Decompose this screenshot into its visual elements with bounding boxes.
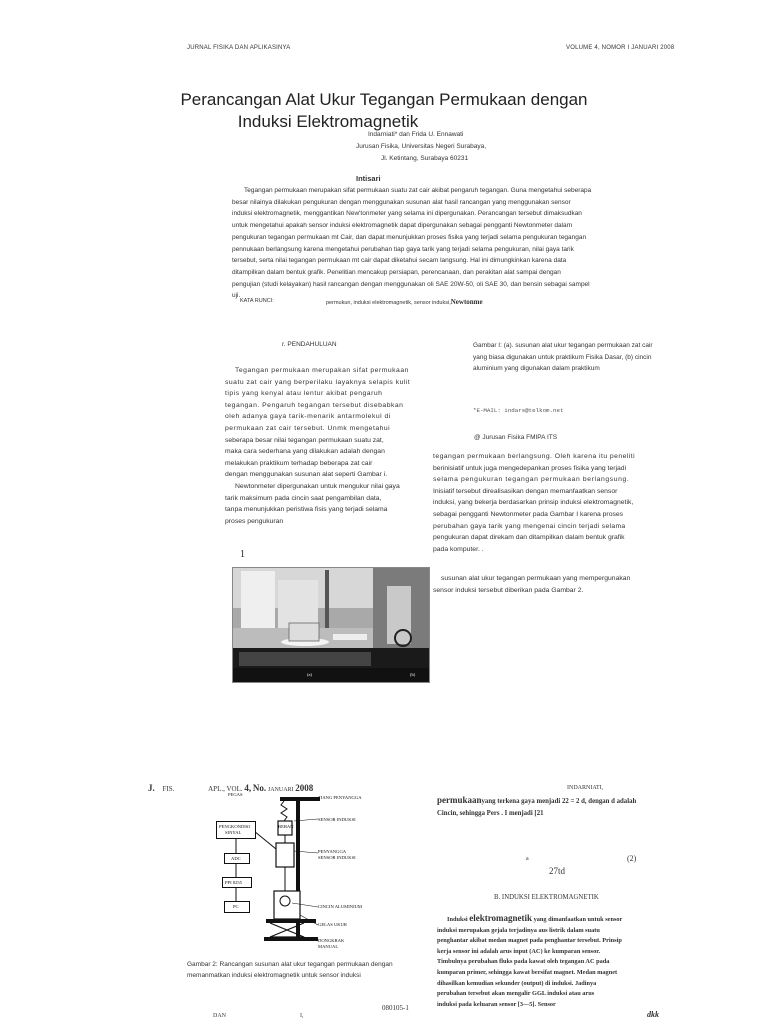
- label-penyangga1: PENYANGGA: [318, 849, 347, 854]
- journal-no: No.: [252, 783, 267, 793]
- text-line: dihasilkan kemudian sekunder (output) di induksi. Jadinya: [437, 979, 597, 987]
- text-line: tegangan. Pengaruh tegangan tersebut disebabkan: [225, 401, 404, 409]
- label-sensor: SENSOR INDUKSI: [318, 817, 356, 822]
- journal-date: JANUARI: [267, 787, 294, 793]
- right-para1: [433, 451, 663, 555]
- caption-line: aluminium yang digunakan dalam praktikum: [473, 365, 600, 372]
- caption-line: memanmatkan induksi elektromagnetik untuk sensor induksi: [187, 972, 361, 979]
- section-induksi: B. INDUKSI ELEKTROMAGNETIK: [494, 894, 599, 901]
- right-para2: [433, 573, 663, 596]
- abstract-line: induksi elektromagnetik, menggantikan New'tonmeter yang selama ini dipergunakan. Perancangan tersebut dimaksudkan: [232, 210, 582, 218]
- email-note: *E-MAIL: indars@telkom.net: [473, 407, 564, 414]
- label-pegas: PEGAS: [228, 792, 243, 797]
- label-dongkrak2: MANUAL: [318, 944, 339, 949]
- equation-text-line2: Cincin, sehingga Pers . I menjadi [21: [437, 810, 544, 817]
- text-line: induksi, yang bekerja berdasarkan prinsip induksi elektromagnetik,: [433, 499, 634, 507]
- label-pc: PC: [233, 904, 239, 909]
- text-line: maka cara sederhana yang dilakukan adalah dengan: [225, 448, 385, 456]
- text-line: Timbulnya perubahan fluks pada kawat oleh tegangan AC pada: [437, 958, 610, 966]
- equation-text-line1: [437, 795, 636, 805]
- figure2-caption: [187, 959, 393, 981]
- text-line: suatu zat cair yang berperilaku layaknya selapis kulit: [225, 378, 411, 386]
- figure1-label-a: (a): [307, 672, 312, 677]
- text-line: sebagai pengganti Newtonmeter pada Gambar I karena proses: [433, 510, 624, 518]
- label-beban: BEBAN: [278, 824, 294, 829]
- volume-header: VOLUME 4, NOMOR I JANUARI 2008: [566, 45, 675, 51]
- diagram-lines: [214, 791, 384, 956]
- figure1-label-b: (b): [410, 672, 416, 677]
- label-pengkondisi1: PENGKONDISI: [219, 824, 250, 829]
- journal-vol: 4,: [244, 783, 252, 793]
- equation-a: a: [526, 856, 529, 862]
- text-line: Inisiatif tersebut direalisasikan dengan memanfaatkan sensor: [433, 487, 618, 495]
- label-dongkrak1: DONGKRAK: [318, 938, 345, 943]
- label-pengkondisi2: SINYAL: [225, 830, 242, 835]
- abstract-heading: Intisari: [356, 174, 381, 183]
- footer-i: I,: [300, 1013, 304, 1019]
- footer-dan: DAN: [213, 1013, 226, 1019]
- induksi-paragraph: [437, 913, 669, 1010]
- journal-year: 2008: [295, 783, 314, 793]
- caption-line: yang biasa digunakan untuk praktikum Fisika Dasar, (b) cincin: [473, 353, 652, 361]
- abstract-line: besar nilainya dilakukan pengukuran dengan menggunakan susunan alat hasil rancangan yang menggunakan sensor: [232, 198, 571, 206]
- journal-fis: FIS.: [162, 785, 175, 793]
- perm-bold: permukaan: [437, 795, 482, 805]
- text-line: Newtonmeter dipergunakan untuk mengukur nilai gaya: [235, 483, 400, 490]
- text-line: tegangan permukaan berlangsung. Oleh karena itu peneliti: [433, 453, 636, 460]
- text-line: pada komputer. .: [433, 545, 484, 553]
- keywords-bold: Newtonme: [450, 298, 483, 306]
- induksi-bold-word: elektromagnetik: [469, 913, 533, 923]
- authors: Indarniati* dan Frida U. Ennawati: [368, 131, 464, 138]
- figure1-number: 1: [240, 549, 245, 560]
- text-line: seberapa besar nilai tegangan permukaan suatu zat,: [225, 436, 384, 444]
- label-gelas: GELAS UKUR: [318, 922, 347, 927]
- text-line: kumparan primer, sehingga kawat bersifat magnet. Medan magnet: [437, 968, 618, 976]
- figure2-diagram: [214, 791, 384, 956]
- figure1-photo: [232, 567, 430, 683]
- equation-number: (2): [627, 854, 637, 863]
- label-cincin: CINCIN ALUMINIUM: [318, 904, 363, 909]
- perm-rest: yang terkena gaya menjadi 22 = 2 d, dengan d adalah: [481, 798, 637, 805]
- paper-title-line2: Induksi Elektromagnetik: [237, 112, 419, 131]
- text-line: induksi merupakan gejala terjadinya aus listrik dalam suatu: [437, 926, 600, 934]
- pendahuluan-para2: [225, 481, 417, 527]
- text-line: pengukuran dapat direkam dan ditampilkan dalam bentuk grafik: [433, 534, 625, 542]
- abstract-line: untuk mengetahui apakah sensor induksi elektromagnetik dapat dipergunakan sebagai pengganti Newtonmeter dalam: [232, 222, 573, 230]
- footer-dkk: dkk: [647, 1010, 659, 1019]
- equation-value: 27td: [549, 866, 566, 876]
- text-line: sensor induksi tersebut diberikan pada Gambar 2.: [433, 586, 584, 594]
- text-line: selama pengukuran tegangan permukaan berlangsung.: [433, 476, 630, 484]
- text-line: tanpa menunjukkan peristiwa fisis yang terjadi selama: [225, 506, 388, 514]
- abstract-line: pengujian (studi kelayakan) hasil rancangan dengan menggunakan oli SAE 20W-50, oli SAE 30, dan bensin sebagai sampel: [232, 280, 590, 288]
- label-penyangga2: SENSOR INDUKSI: [318, 855, 356, 860]
- abstract-line: ditampilkan dalam bentuk grafik. Penelitian mencakup persiapan, perencanaan, dan perakitan alat sampai dengan: [232, 268, 561, 276]
- section-pendahuluan: r. PENDAHULUAN: [282, 341, 337, 348]
- label-adc: ADC: [231, 856, 241, 861]
- adc-box: [224, 853, 250, 864]
- text-line: proses pengukuran: [225, 517, 284, 525]
- text-line: dengan menggunakan susunan alat seperti Gambar i.: [225, 471, 388, 479]
- lab-apparatus-image: [233, 568, 429, 682]
- keywords-line: [326, 298, 483, 306]
- abstract-body: [232, 185, 642, 302]
- caption-line: Gambar I: (a). susunan alat ukur tegangan permukaan zat cair: [473, 342, 653, 349]
- abstract-line: pennukaan berlangsung karena mengetahui perubahan tiap gaya tarik yang terjadi selama pengukuran, nilai gaya tarik: [232, 245, 574, 253]
- journal-header: JURNAL FISIKA DAN APLIKASINYA: [187, 45, 291, 51]
- affiliation-note: @ Jurusan Fisika FMIPA ITS: [474, 434, 558, 441]
- label-tiang: TIANG PENYANGGA: [318, 795, 362, 800]
- abstract-line: tersebut, serta nilai tegangan permukaan mt cair dapat diketahui secam langsung. Hal ini dimungkinkan karena data: [232, 257, 567, 265]
- text-line: Tegangan permukaan merupakan sifat permukaan: [235, 367, 409, 374]
- journal-j: J.: [148, 783, 155, 793]
- keywords-value: permukun, induksi elektromagnetik, sensor induksi,: [326, 300, 451, 306]
- text-line: induksi pada keluaran sensor [3—5]. Sensor: [437, 1000, 556, 1008]
- text-line: permukaan zat cair tersebut. Unmk mengetahui: [225, 424, 391, 432]
- pengkondisi-box: [216, 821, 256, 839]
- bottom-author-header: INDARNIATI,: [567, 785, 604, 791]
- ppi-box: [222, 877, 252, 888]
- text-line: tarik maksimum pada cincin saat pengambilan data,: [225, 494, 382, 502]
- abstract-line: uji.: [232, 292, 241, 300]
- page-code: 080105-1: [382, 1004, 409, 1012]
- text-line: perubahan gaya tarik yang mengenai cincin terjadi selama: [433, 522, 626, 530]
- text-line: perubahan tersebut akan mengalir GGL induksi atau arus: [437, 990, 595, 998]
- journal-apl: APL., VOL.: [208, 785, 243, 793]
- affiliation-line1: Jurusan Fisika, Universitas Negeri Surabaya,: [356, 143, 487, 150]
- abstract-line: Tegangan permukaan merupakan sifat permukaan suatu zat cair akibat pengaruh tegangan. Guna mengetahui seberapa: [244, 187, 592, 194]
- pc-box: [224, 901, 250, 913]
- label-ppi: PPI 8255: [225, 880, 242, 885]
- pendahuluan-para1: [225, 365, 417, 481]
- text-line: berinisiatif untuk juga mengedepankan proses fisika yang terjadi: [433, 464, 627, 472]
- abstract-line: pengukuran tegangan permukaan mt Cair, dan dapat menunjukkan proses fisika yang terjadi selama pengukuran tegangan: [232, 233, 587, 241]
- paper-title-line1: Perancangan Alat Ukur Tegangan Permukaan dengan: [180, 90, 588, 109]
- text-line: susunan alat ukur tegangan permukaan yang mempergunakan: [441, 575, 631, 582]
- text-line: kerja sensor ini adalah arus input (AC) ke kumparan sensor.: [437, 947, 601, 955]
- keywords-label: KATA RUNCI:: [240, 298, 274, 304]
- caption-line: Gambar 2: Rancangan susunan alat ukur tegangan permukaan dengan: [187, 961, 393, 968]
- text-line: Induksi elektromagnetik yang dimanfaatkan untuk sensor: [447, 913, 623, 923]
- text-line: oleh adanya gaya tarik-menarik antarmolekul di: [225, 413, 391, 421]
- figure1-caption: [473, 340, 673, 375]
- text-line: tipis yang kenyal atau lentur akibat pengaruh: [225, 390, 383, 398]
- text-line: melakukan praktikum terhadap beberapa zat cair: [225, 459, 373, 467]
- affiliation-line2: Jl. Ketintang, Surabaya 60231: [381, 155, 469, 162]
- text-line: penghantar akibat medan magnet pada penghantar tersebut. Prinsip: [437, 937, 622, 945]
